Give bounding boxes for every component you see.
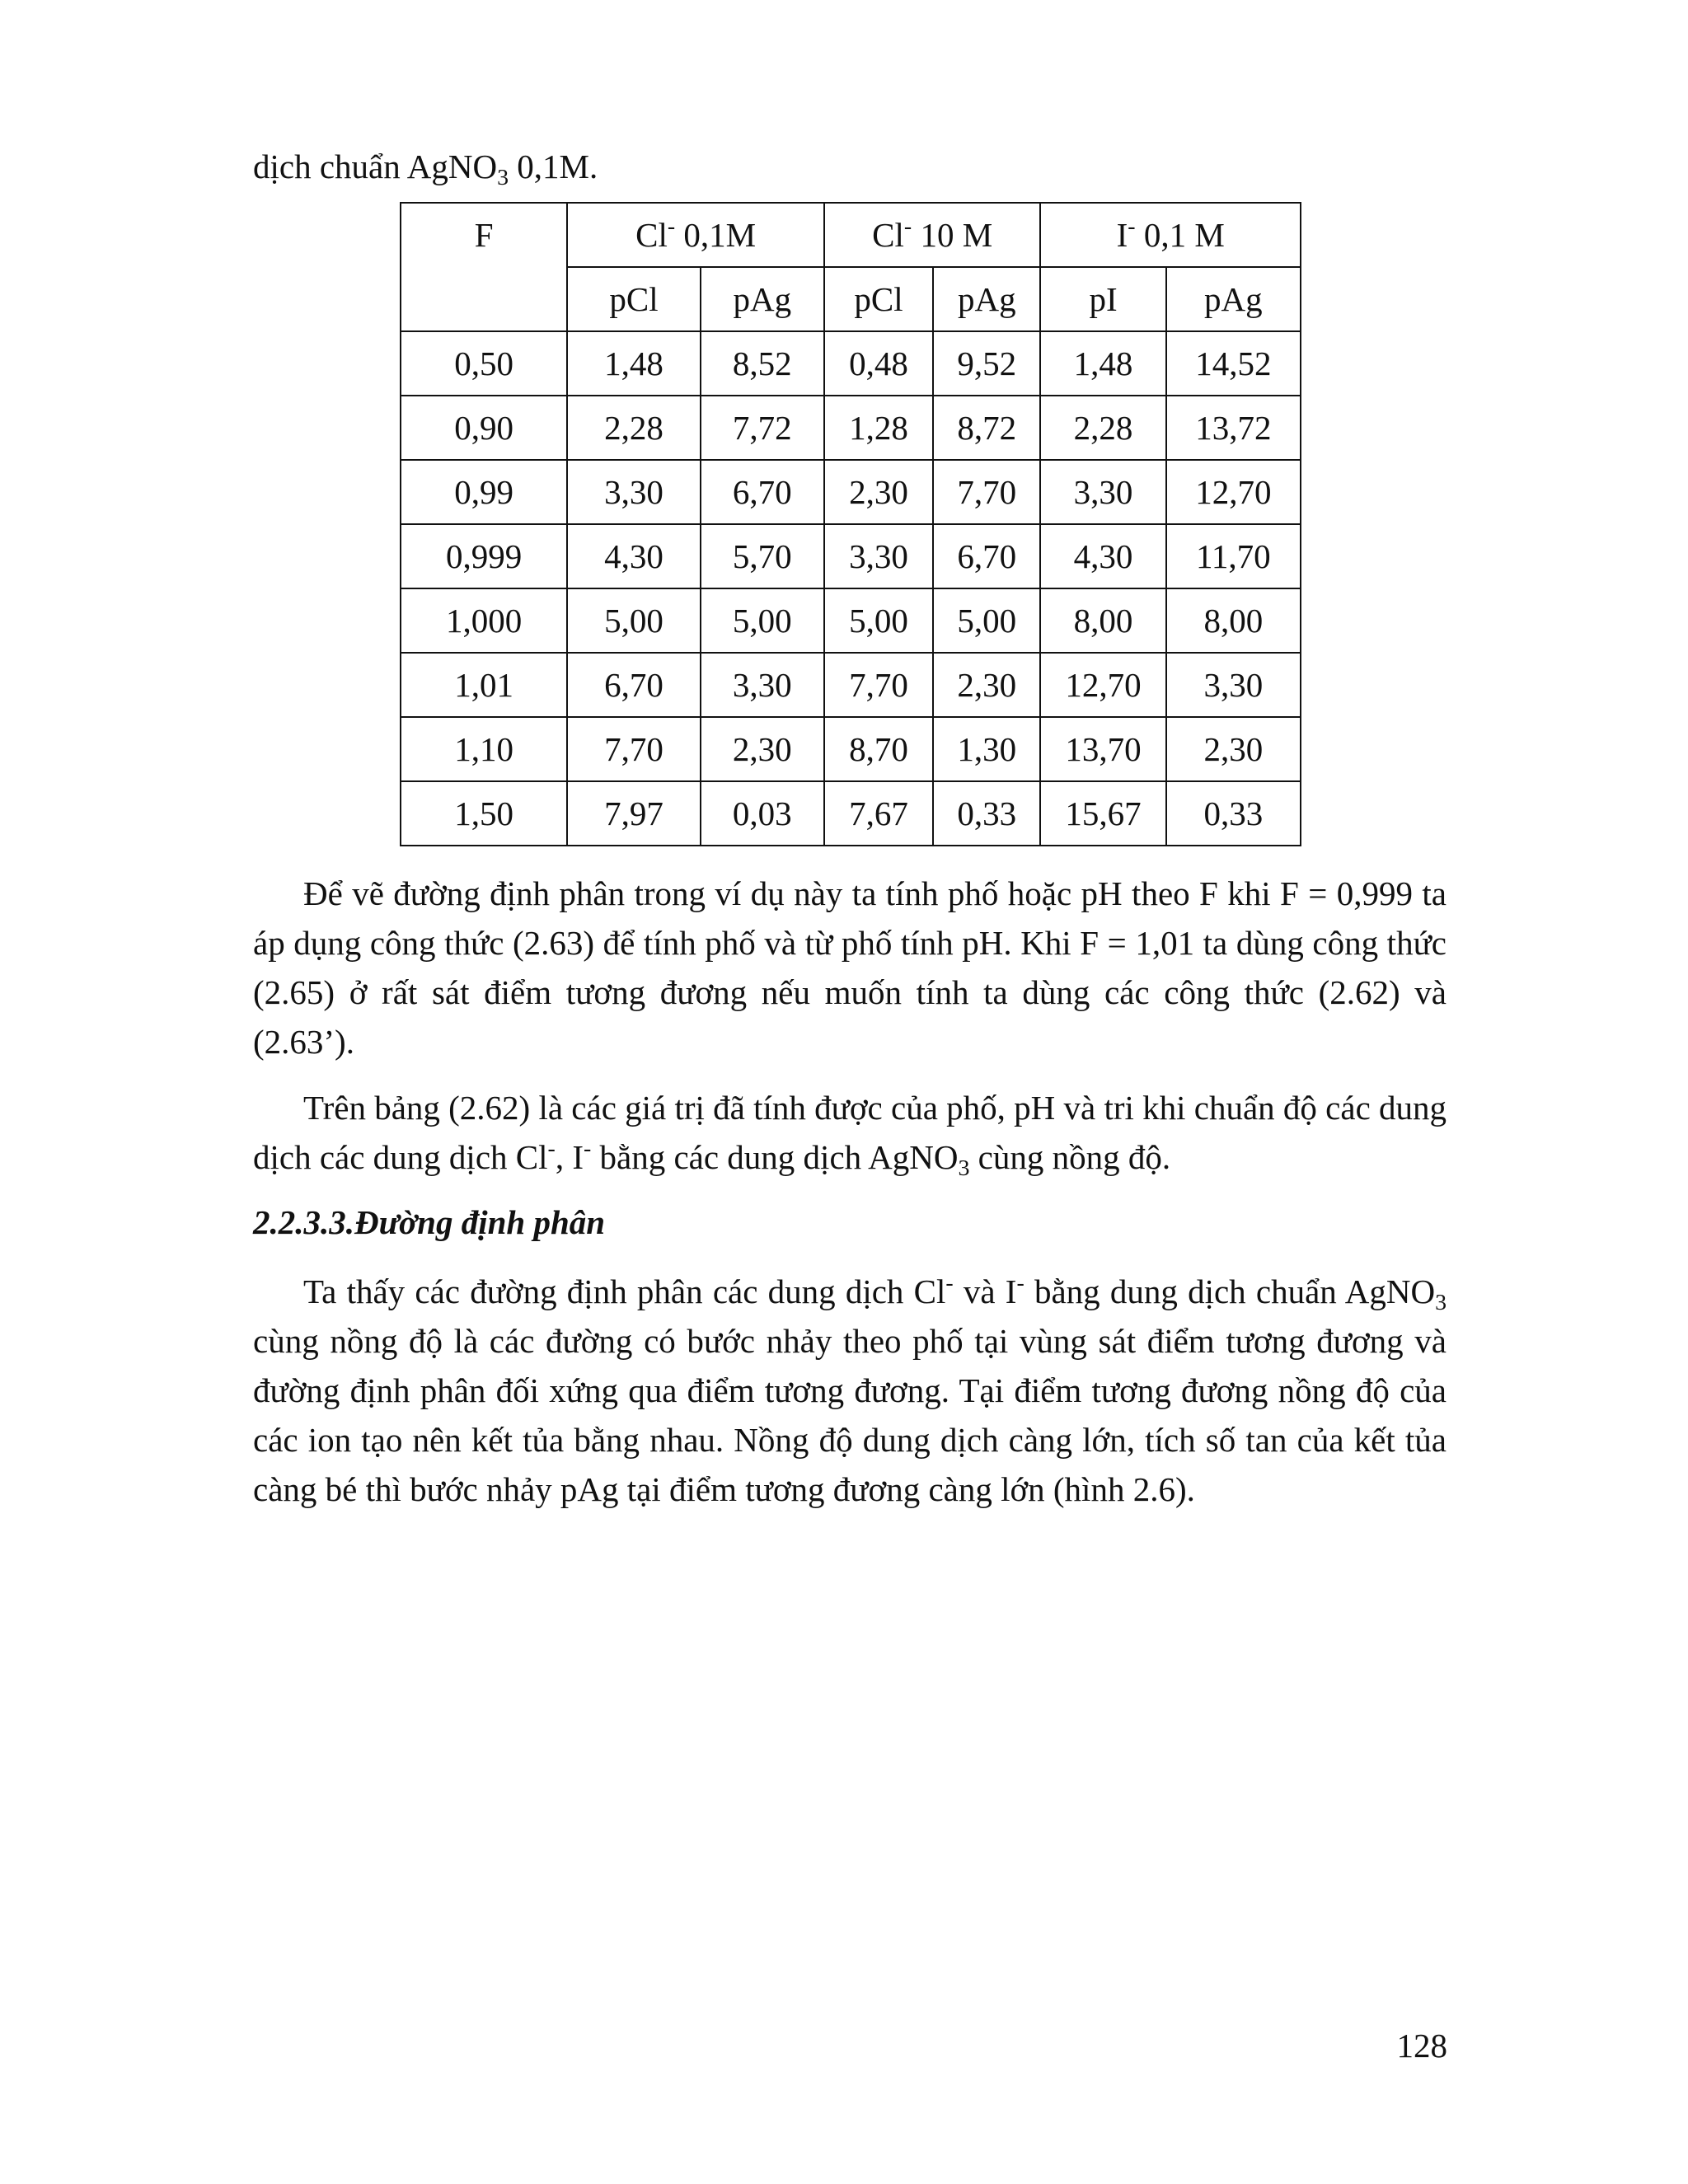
subheader-pi: pI bbox=[1040, 267, 1165, 331]
table-cell: 0,90 bbox=[401, 396, 567, 460]
table-cell: 4,30 bbox=[567, 524, 700, 588]
table-cell: 0,33 bbox=[1166, 781, 1301, 846]
table-cell: 7,67 bbox=[824, 781, 933, 846]
paragraph-table-reference: Trên bảng (2.62) là các giá trị đã tính được của phố, pH và tri khi chuẩn độ các dung dịch các dung dịch Cl-, I- bằng các dung dịch AgNO$_3$ cùng nồng độ. bbox=[253, 1089, 1447, 1181]
table-header-row bbox=[401, 203, 1301, 267]
table-cell: 2,30 bbox=[933, 653, 1040, 717]
table-cell: 3,30 bbox=[701, 653, 824, 717]
table-cell: 7,70 bbox=[567, 717, 700, 781]
table-row bbox=[401, 331, 1301, 396]
table-cell: 0,48 bbox=[824, 331, 933, 396]
table-cell: 8,70 bbox=[824, 717, 933, 781]
table-cell: 2,30 bbox=[1166, 717, 1301, 781]
table-cell: 7,72 bbox=[701, 396, 824, 460]
table-cell: 8,52 bbox=[701, 331, 824, 396]
table-cell: 0,999 bbox=[401, 524, 567, 588]
table-cell: 2,30 bbox=[824, 460, 933, 524]
table-cell: 9,52 bbox=[933, 331, 1040, 396]
table-cell: 5,00 bbox=[824, 588, 933, 653]
intro-subscript: 3 bbox=[497, 164, 509, 190]
table-cell: 12,70 bbox=[1040, 653, 1165, 717]
subheader-pag: pAg bbox=[933, 267, 1040, 331]
table-row bbox=[401, 653, 1301, 717]
table-cell: 7,97 bbox=[567, 781, 700, 846]
titration-table bbox=[400, 202, 1301, 846]
paragraph-titration-method: Để vẽ đường định phân trong ví dụ này ta tính phố hoặc pH theo F khi F = 0,999 ta áp dụng công thức (2.63) để tính phố và từ phố tính pH. Khi F = 1,01 ta dùng công thức (2.65) ở rất sát điểm tương đương nếu muốn tính ta dùng các công thức (2.62) và (2.63’). bbox=[253, 874, 1447, 1061]
table-row bbox=[401, 717, 1301, 781]
table-cell: 7,70 bbox=[933, 460, 1040, 524]
page-number: 128 bbox=[1396, 2027, 1447, 2064]
table-cell: 12,70 bbox=[1166, 460, 1301, 524]
table-cell: 2,28 bbox=[567, 396, 700, 460]
section-heading: 2.2.3.3.Đường định phân bbox=[253, 1203, 606, 1241]
table-cell: 5,00 bbox=[701, 588, 824, 653]
subheader-pcl: pCl bbox=[567, 267, 700, 331]
table-cell: 0,03 bbox=[701, 781, 824, 846]
table-cell: 1,000 bbox=[401, 588, 567, 653]
table-cell: 0,99 bbox=[401, 460, 567, 524]
table-row bbox=[401, 396, 1301, 460]
table-cell: 3,30 bbox=[824, 524, 933, 588]
table-cell: 7,70 bbox=[824, 653, 933, 717]
table-cell: 0,50 bbox=[401, 331, 567, 396]
table-cell: 4,30 bbox=[1040, 524, 1165, 588]
paragraph-titration-curve: Ta thấy các đường định phân các dung dịch Cl- và I- bằng dung dịch chuẩn AgNO$_3$ cùng nồng độ là các đường có bước nhảy theo phố tại vùng sát điểm tương đương và đường định phân đối xứng qua điểm tương đương. Tại điểm tương đương nồng độ của các ion tạo nên kết tủa bằng nhau. Nồng độ dung dịch càng lớn, tích số tan của kết tủa càng bé thì bước nhảy pAg tại điểm tương đương càng lớn (hình 2.6). bbox=[253, 1270, 1447, 1508]
table-cell: 3,30 bbox=[567, 460, 700, 524]
table-cell: 1,48 bbox=[567, 331, 700, 396]
table-cell: 1,01 bbox=[401, 653, 567, 717]
table-cell: 1,50 bbox=[401, 781, 567, 846]
table-cell: 5,00 bbox=[933, 588, 1040, 653]
table-cell: 6,70 bbox=[567, 653, 700, 717]
column-header-f: F bbox=[401, 203, 567, 331]
table-row bbox=[401, 588, 1301, 653]
subheader-pag: pAg bbox=[1166, 267, 1301, 331]
table-row bbox=[401, 524, 1301, 588]
intro-text-end: 0,1M. bbox=[509, 148, 598, 185]
table-cell: 1,30 bbox=[933, 717, 1040, 781]
table-cell: 13,72 bbox=[1166, 396, 1301, 460]
intro-text: dịch chuẩn AgNO bbox=[253, 148, 498, 185]
group-header-cl-01m: Cl- 0,1M bbox=[567, 203, 824, 267]
intro-line bbox=[253, 142, 598, 191]
table-row bbox=[401, 460, 1301, 524]
table-cell: 11,70 bbox=[1166, 524, 1301, 588]
table-cell: 1,28 bbox=[824, 396, 933, 460]
table-cell: 1,48 bbox=[1040, 331, 1165, 396]
table-cell: 6,70 bbox=[933, 524, 1040, 588]
table-cell: 5,00 bbox=[567, 588, 700, 653]
table-cell: 0,33 bbox=[933, 781, 1040, 846]
group-header-cl-10m: Cl- 10 M bbox=[824, 203, 1040, 267]
table-cell: 13,70 bbox=[1040, 717, 1165, 781]
table-cell: 14,52 bbox=[1166, 331, 1301, 396]
table-cell: 3,30 bbox=[1040, 460, 1165, 524]
table-cell: 1,10 bbox=[401, 717, 567, 781]
subheader-pcl: pCl bbox=[824, 267, 933, 331]
table-cell: 2,28 bbox=[1040, 396, 1165, 460]
table-cell: 8,00 bbox=[1166, 588, 1301, 653]
table-cell: 8,00 bbox=[1040, 588, 1165, 653]
table-cell: 3,30 bbox=[1166, 653, 1301, 717]
table-cell: 15,67 bbox=[1040, 781, 1165, 846]
table-cell: 8,72 bbox=[933, 396, 1040, 460]
table-cell: 6,70 bbox=[701, 460, 824, 524]
subheader-pag: pAg bbox=[701, 267, 824, 331]
group-header-i-01m: I- 0,1 M bbox=[1040, 203, 1301, 267]
table-cell: 2,30 bbox=[701, 717, 824, 781]
table-row bbox=[401, 781, 1301, 846]
table-cell: 5,70 bbox=[701, 524, 824, 588]
